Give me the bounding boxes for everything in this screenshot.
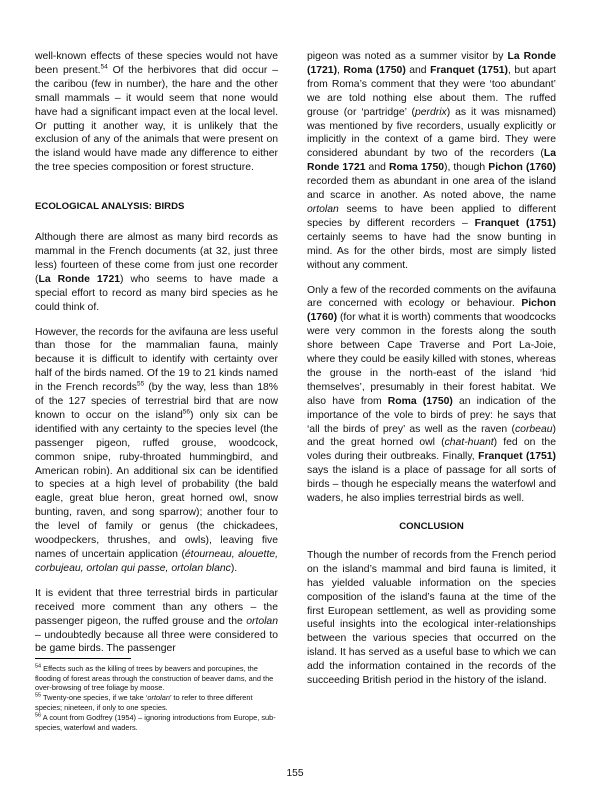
text: ) only six can be identified with any certainty to the species level (the passenger pigeon, ruffed grouse, woodcock, common snipe, ruby-throated hummingbird, and American robin). An additional six can be identified to species at a high level of probability (the bald eagle, great blue heron, great horned owl, snow bunting, raven, and song sparrow); another four to the level of family or genus (the chickadees, woodpeckers, thrushes, and owls), leaving five names of uncertain application ( <box>35 409 278 560</box>
footnote-55 <box>35 693 281 712</box>
text: Although there are almost as many bird records as mammal in the French documents (at 32, just three less) fourteen of these come from just one recorder ( <box>35 232 278 285</box>
text: and <box>365 162 389 174</box>
section-heading-conclusion: CONCLUSION <box>399 521 464 532</box>
text: and <box>405 64 431 76</box>
text: It is evident that three terrestrial birds in particular received more comment than any others – the passenger pigeon, the ruffed grouse and the <box>35 587 278 627</box>
text: recorded them as abundant in one area of the island and scarce in another. As noted above, the name <box>307 176 556 202</box>
text: says the island is a place of passage for all sorts of birds – though he especially means the waterfowl and waders, he also implies terrestrial birds as well. <box>307 465 556 505</box>
footnote-text: ’ to refer to three different species; nineteen, if only to one species. <box>35 693 253 712</box>
text: ) fed on the voles during their outbreaks. Finally, <box>307 437 556 463</box>
right-column <box>307 50 556 688</box>
page-number: 155 <box>286 768 304 779</box>
footnote-number: 56 <box>35 712 42 719</box>
source-citation: La Ronde 1721 <box>38 273 120 285</box>
french-term: corbeau <box>514 423 553 435</box>
french-term: ortolan <box>147 693 170 702</box>
footnote-text: A count from Godfrey (1954) – ignoring introductions from Europe, sub-species, waterfowl and waders. <box>35 713 276 732</box>
source-citation: La Ronde (1721) <box>307 51 556 76</box>
text: However, the records for the avifauna are less useful than those for the mammalian fauna, mainly because it is difficult to identify with certainty over half of the birds named. Of the 19 to 21 kinds named in the French records <box>35 326 278 394</box>
text: ) as it was misnamed) was mentioned by five recorders, usually explicitly or implicitly in the context of a game bird. They were considered abundant by two of the recorders ( <box>307 106 556 160</box>
paragraph <box>307 284 556 507</box>
footnote-number: 55 <box>35 692 42 699</box>
text: Of the herbivores that did occur – the caribou (few in number), the hare and the other small mammals – it would seem that none would have had a significant impact even at the local level. Or putting it another way, it is unlikely that the exclusion of any of the animals that were present on the island would have made any difference to either the tree species composition or forest structure. <box>35 64 278 174</box>
footnote-text: Effects such as the killing of trees by beavers and porcupines, the flooding of forest areas through the construction of beaver dams, and the over-browsing of tree foliage by moose. <box>35 664 274 693</box>
footnote-number: 54 <box>35 663 42 670</box>
source-citation: Pichon (1760) <box>488 162 556 174</box>
french-term: chat-huant <box>444 437 494 449</box>
text: ) and the great horned owl ( <box>307 423 556 449</box>
source-citation: Franquet (1751) <box>474 217 556 229</box>
text: , but apart from Roma’s comment that they were ‘too abundant’ we are told nothing else about them. The ruffed grouse (or ‘partridge’ ( <box>307 64 556 118</box>
text: (by the way, less than 18% of the 127 species of terrestrial bird that are now known to occur on the island <box>35 382 278 421</box>
text: ). <box>230 562 238 574</box>
french-term: ortolan <box>307 203 339 215</box>
source-citation: Pichon (1760) <box>307 298 556 324</box>
paragraph <box>307 50 556 273</box>
text: ), though <box>444 162 489 174</box>
footnote-ref-54[interactable]: 54 <box>100 63 108 71</box>
text: (for what it is worth) comments that woodcocks were very common in the forests along the south shore between Cape Traverse and Port La-Joie, where they could be easily killed with stones, whereas the grouse in the north-east of the island ‘hid themselves’, presumably in their forest habitat. We also have from <box>307 312 556 407</box>
paragraph <box>35 326 278 576</box>
text: ) who seems to have made a special effort to record as many bird species as he could think of. <box>35 273 278 313</box>
french-bird-names: étourneau, alouette, corbujeau, ortolan qui passe, ortolan blanc <box>35 549 278 574</box>
paragraph <box>35 231 278 314</box>
paragraph <box>35 50 278 175</box>
footnote-text: Twenty-one species, if we take ‘ <box>41 693 148 702</box>
footnote-ref-55[interactable]: 55 <box>136 380 145 388</box>
source-citation: Roma (1750) <box>387 395 453 407</box>
text: seems to have been applied to different species by different recorders – <box>307 203 556 229</box>
source-citation: La Ronde 1721 <box>307 148 556 174</box>
text: an indication of the importance of the vole to birds of prey: he says that ‘all the birds of prey’ as well as the raven ( <box>307 395 556 435</box>
footnote-56 <box>35 713 281 732</box>
french-term: perdrix <box>414 106 447 118</box>
section-heading-birds: ECOLOGICAL ANALYSIS: BIRDS <box>35 201 185 213</box>
source-citation: Roma 1750 <box>388 162 445 174</box>
text: Only a few of the recorded comments on the avifauna are concerned with ecology or behaviour. <box>307 284 556 310</box>
text: , <box>337 64 344 76</box>
source-citation: Franquet (1751) <box>478 451 556 463</box>
text: well-known effects of these species would not have been present. <box>35 51 278 76</box>
footnote-ref-56[interactable]: 56 <box>182 408 191 416</box>
source-citation: Franquet (1751) <box>430 64 509 76</box>
paragraph <box>35 587 278 657</box>
source-citation: Roma (1750) <box>343 64 406 76</box>
footnote-54 <box>35 664 281 693</box>
text: certainly seems to have had the snow bunting in mind. As for the other birds, most are simply listed without any comment. <box>307 231 556 271</box>
text: – undoubtedly because all three were considered to be game birds. The passenger <box>35 629 278 655</box>
left-column <box>35 50 278 656</box>
text: pigeon was noted as a summer visitor by <box>307 51 508 62</box>
paragraph: Though the number of records from the French period on the island’s mammal and bird fauna is limited, it has yielded valuable information on the species composition of the island’s fauna at the time of the first European settlement, as well as providing some useful insights into the ecological inter-relationships between the various species that occurred on the island. It has served as a useful base to which we can add the information contained in the records of the succeeding British period in the history of the island. <box>307 549 556 687</box>
french-term: ortolan <box>246 615 278 627</box>
footnote-divider <box>35 658 131 659</box>
